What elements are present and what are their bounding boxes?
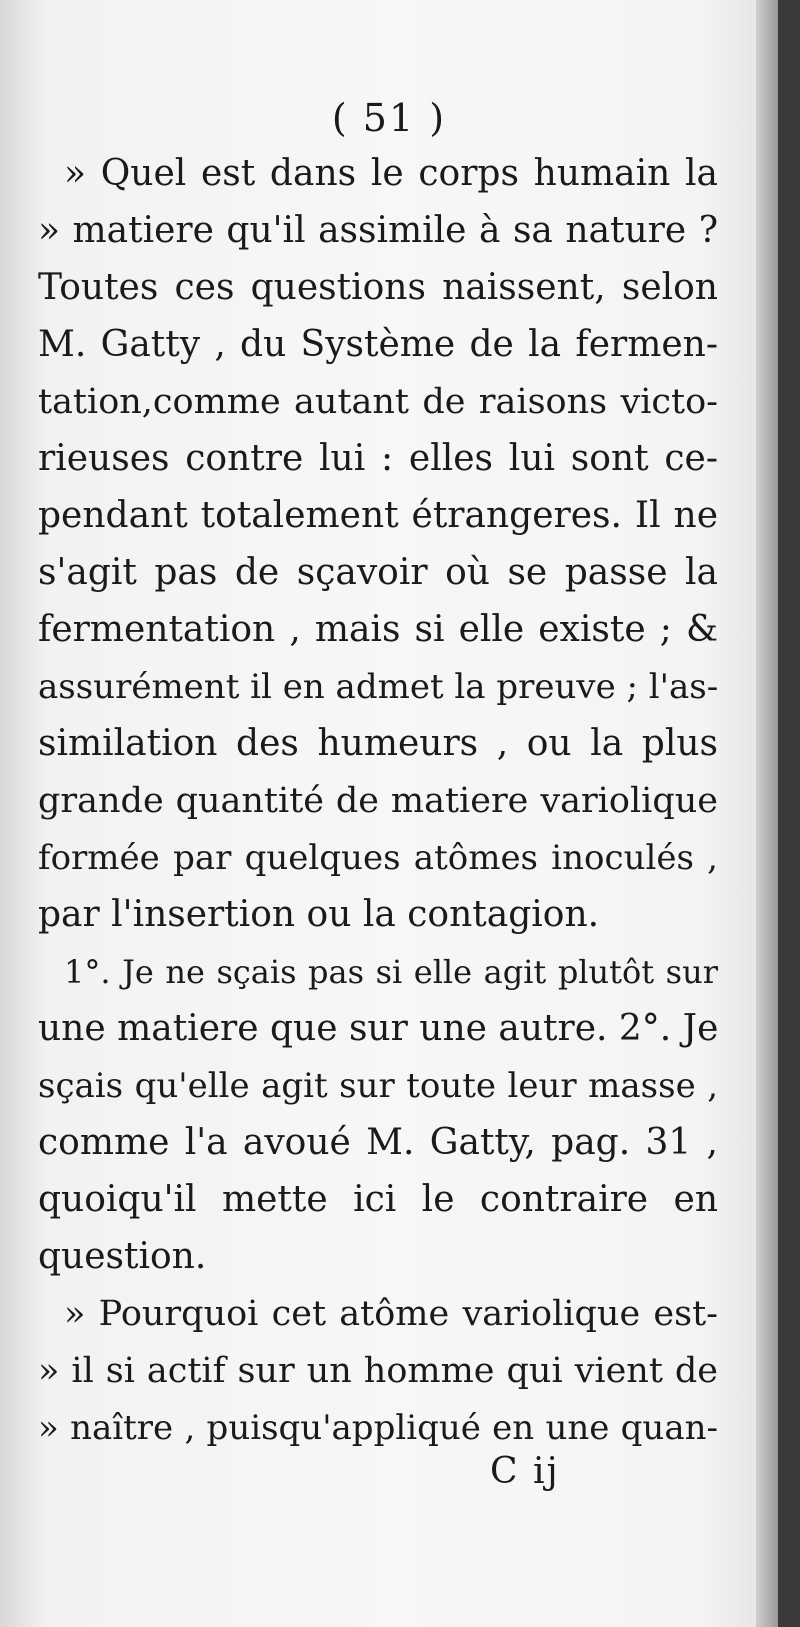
text-line: » Pourquoi cet atôme variolique est- bbox=[64, 1294, 718, 1334]
text-line: sçais qu'elle agit sur toute leur masse , bbox=[38, 1066, 718, 1106]
text-line: » Quel est dans le corps humain la bbox=[64, 153, 718, 194]
text-line: une matiere que sur une autre. 2°. Je bbox=[38, 1008, 719, 1049]
text-line: rieuses contre lui : elles lui sont ce- bbox=[38, 438, 718, 479]
text-line: 1°. Je ne sçais pas si elle agit plutôt sur bbox=[64, 953, 718, 991]
text-line: quoiqu'il mette ici le contraire en bbox=[38, 1179, 718, 1220]
text-line: question. bbox=[38, 1236, 207, 1277]
page-number: ( 51 ) bbox=[331, 96, 447, 140]
text-line: assurément il en admet la preuve ; l'as- bbox=[38, 667, 719, 707]
text-line: » matiere qu'il assimile à sa nature ? bbox=[38, 210, 718, 251]
text-line: formée par quelques atômes inoculés , bbox=[38, 838, 718, 878]
text-line: s'agit pas de sçavoir où se passe la bbox=[38, 552, 718, 593]
text-line: par l'insertion ou la contagion. bbox=[38, 894, 600, 935]
text-line: pendant totalement étrangeres. Il ne bbox=[38, 495, 718, 536]
text-line: » il si actif sur un homme qui vient de bbox=[38, 1351, 718, 1391]
text-line: grande quantité de matiere variolique bbox=[38, 781, 718, 821]
text-line: fermentation , mais si elle existe ; & bbox=[38, 609, 718, 650]
text-line: comme l'a avoué M. Gatty, pag. 31 , bbox=[38, 1122, 718, 1163]
text-line: Toutes ces questions naissent, selon bbox=[38, 267, 718, 308]
page-gutter bbox=[756, 0, 778, 1627]
text-line: » naître , puisqu'appliqué en une quan- bbox=[38, 1408, 718, 1448]
signature-mark: C ij bbox=[490, 1451, 560, 1492]
text-line: M. Gatty , du Système de la fermen- bbox=[38, 324, 718, 365]
text-line: tation,comme autant de raisons victo- bbox=[38, 382, 718, 422]
text-line: similation des humeurs , ou la plus bbox=[38, 723, 718, 764]
